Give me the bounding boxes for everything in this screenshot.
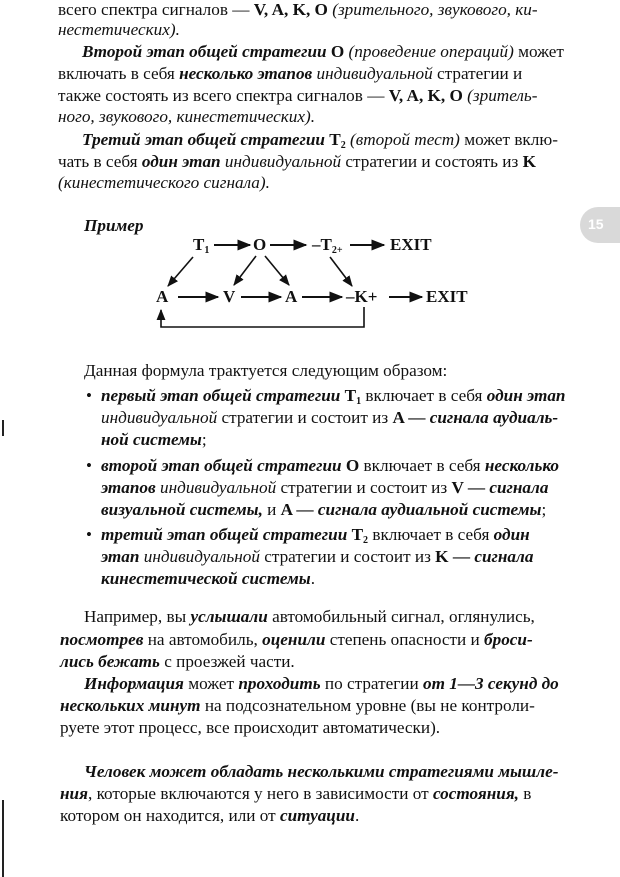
node-o [253, 235, 266, 255]
text-fragment: включать в себя [58, 64, 180, 83]
text-fragment: (проведение операций) [348, 42, 514, 61]
text-fragment: ния [60, 784, 88, 803]
text-line [101, 500, 546, 520]
text-fragment: (второй тест) [345, 130, 460, 149]
text-fragment: также состоять из всего спектра сигналов — [58, 86, 389, 105]
text-fragment: включает в себя [359, 456, 485, 475]
text-fragment: T [340, 386, 357, 405]
text-line [84, 674, 559, 694]
node-t1 [193, 235, 209, 255]
node-label: EXIT [390, 235, 432, 254]
text-fragment: броси- [484, 630, 533, 649]
bullet-dot: • [86, 386, 92, 405]
text-fragment: второй этап общей стратегии [101, 456, 342, 475]
text-fragment: Второй этап общей стратегии [82, 42, 327, 61]
text-fragment: индивидуальной [220, 152, 342, 171]
text-fragment: Человек может обладать несколькими стратегиями мышле- [84, 762, 559, 781]
text-fragment: один этап [486, 386, 566, 405]
text-fragment: стратегии и состоит из [259, 547, 436, 566]
text-fragment: стратегии и [432, 64, 523, 83]
text-fragment: K [522, 152, 536, 171]
text-line [101, 408, 558, 428]
text-line [60, 784, 531, 804]
text-line [60, 696, 535, 716]
text-fragment: ситуации [279, 806, 355, 825]
text-fragment: руете этот процесс, все происходит автоматически). [60, 718, 441, 737]
node-exit-top [390, 235, 432, 255]
text-fragment: ; [541, 500, 547, 519]
text-fragment: на подсознательном уровне (вы не контроли- [200, 696, 535, 715]
text-fragment: нескольких минут [60, 696, 201, 715]
text-fragment: по стратегии [320, 674, 423, 693]
text-fragment: ; [201, 430, 207, 449]
text-fragment: нестетических). [58, 20, 180, 39]
node-label: T [193, 235, 205, 254]
text-line [101, 456, 559, 476]
text-fragment: один [493, 525, 530, 544]
node-v [223, 287, 235, 307]
text-fragment: V, A, K, O [253, 0, 328, 19]
text-line [60, 806, 359, 826]
text-fragment: этапов [101, 478, 156, 497]
node-label: A [285, 287, 298, 306]
text-fragment: Третий этап общей стратегии [82, 130, 325, 149]
node-k [346, 287, 377, 307]
text-fragment: автомобильный сигнал, оглянулись, [267, 607, 535, 626]
subscript: 1 [356, 396, 362, 407]
strategy-diagram [0, 0, 620, 360]
text-fragment: стратегии и состоит из [217, 408, 393, 427]
text-fragment: O [341, 456, 360, 475]
node-exit-bottom [426, 287, 468, 307]
arrow-t2-k [330, 257, 352, 286]
text-fragment: и [262, 500, 281, 519]
text-fragment: один этап [141, 152, 221, 171]
text-line [84, 762, 558, 782]
text-fragment: ной системы [101, 430, 202, 449]
bullet-dot: • [86, 456, 92, 475]
text-fragment: T [324, 130, 341, 149]
text-line [101, 430, 207, 450]
text-fragment: с проезжей части. [159, 652, 295, 671]
scan-margin-mark [2, 420, 4, 436]
text-fragment: K — [435, 547, 475, 566]
text-fragment: A — [280, 500, 318, 519]
text-fragment: от 1—3 секунд до [422, 674, 559, 693]
text-fragment: проходить [238, 674, 321, 693]
text-fragment: может вклю- [459, 130, 558, 149]
bullet-dot: • [86, 525, 92, 544]
text-fragment: в [518, 784, 532, 803]
text-fragment: третий этап общей стратегии [101, 525, 348, 544]
text-fragment: стратегии и состоять из [341, 152, 523, 171]
node-label: –T [312, 235, 332, 254]
feedback-loop [161, 307, 364, 327]
node-label: A [156, 287, 169, 306]
node-a-first [156, 287, 168, 307]
text-fragment: A — [392, 408, 430, 427]
text-fragment: сигнала аудиальной системы [317, 500, 542, 519]
text-fragment: индивидуальной [312, 64, 433, 83]
text-fragment: индивидуальной [155, 478, 277, 497]
text-fragment: Информация [84, 674, 184, 693]
text-fragment: этап [101, 547, 140, 566]
text-fragment: , которые включаются у него в зависимости от [87, 784, 433, 803]
text-line [84, 607, 535, 627]
text-fragment: (зритель- [462, 86, 538, 105]
text-fragment: сигнала аудиаль- [429, 408, 559, 427]
text-fragment: степень опасности и [325, 630, 485, 649]
subscript: 1 [204, 245, 210, 256]
text-fragment: всего спектра сигналов — [58, 0, 254, 19]
node-label: V [223, 287, 236, 306]
text-fragment: несколько [484, 456, 560, 475]
node-label: –K+ [346, 287, 378, 306]
subscript: 2+ [331, 245, 343, 256]
text-fragment: первый этап общей стратегии [101, 386, 341, 405]
text-line [101, 547, 533, 567]
text-fragment: ного, звукового, кинестетических). [58, 107, 316, 126]
text-fragment: услышали [190, 607, 268, 626]
text-fragment: . [354, 806, 360, 825]
arrow-o-v [234, 256, 256, 285]
text-line [101, 569, 315, 589]
arrow-t1-a [168, 257, 193, 286]
scan-margin-mark [2, 800, 4, 877]
text-fragment: сигнала [474, 547, 534, 566]
text-fragment: сигнала [489, 478, 549, 497]
text-fragment: V, A, K, O [388, 86, 463, 105]
text-line [60, 630, 533, 650]
text-line [60, 652, 295, 672]
text-line [101, 386, 566, 406]
subscript: 2 [340, 140, 346, 151]
text-fragment: Например, вы [84, 607, 191, 626]
text-line [84, 361, 447, 381]
text-fragment: визуальной системы, [101, 500, 263, 519]
text-fragment: O [326, 42, 349, 61]
text-fragment: может [513, 42, 564, 61]
node-a-second [285, 287, 297, 307]
text-fragment: чать в себя [58, 152, 142, 171]
text-fragment: индивидуальной [139, 547, 260, 566]
text-fragment: (кинестетического сигнала). [58, 173, 270, 192]
text-fragment: T [347, 525, 364, 544]
subscript: 2 [363, 535, 369, 546]
text-fragment: оценили [262, 630, 326, 649]
arrow-o-a [265, 256, 289, 285]
text-fragment: включает в себя [361, 386, 487, 405]
text-line [101, 525, 530, 545]
text-fragment: состояния, [432, 784, 519, 803]
text-fragment: лись бежать [60, 652, 160, 671]
node-t2 [312, 235, 343, 255]
text-fragment: посмотрев [60, 630, 144, 649]
text-fragment: кинестетической системы [101, 569, 311, 588]
example-heading: Пример [84, 216, 144, 235]
text-fragment: V — [451, 478, 490, 497]
text-fragment: может [183, 674, 239, 693]
text-fragment: Данная формула трактуется следующим образом: [84, 361, 448, 380]
text-fragment: включает в себя [368, 525, 494, 544]
page-number: 15 [588, 216, 604, 232]
text-fragment: на автомобиль, [143, 630, 263, 649]
node-label: O [253, 235, 267, 254]
text-line [101, 478, 548, 498]
node-label: EXIT [426, 287, 468, 306]
text-fragment: несколько этапов [179, 64, 313, 83]
text-fragment: индивидуальной [101, 408, 218, 427]
text-fragment: стратегии и состоит из [276, 478, 452, 497]
text-fragment: (зрительного, звукового, ки- [327, 0, 538, 19]
text-fragment: котором он находится, или от [60, 806, 280, 825]
text-line [60, 718, 440, 738]
text-fragment: . [310, 569, 316, 588]
